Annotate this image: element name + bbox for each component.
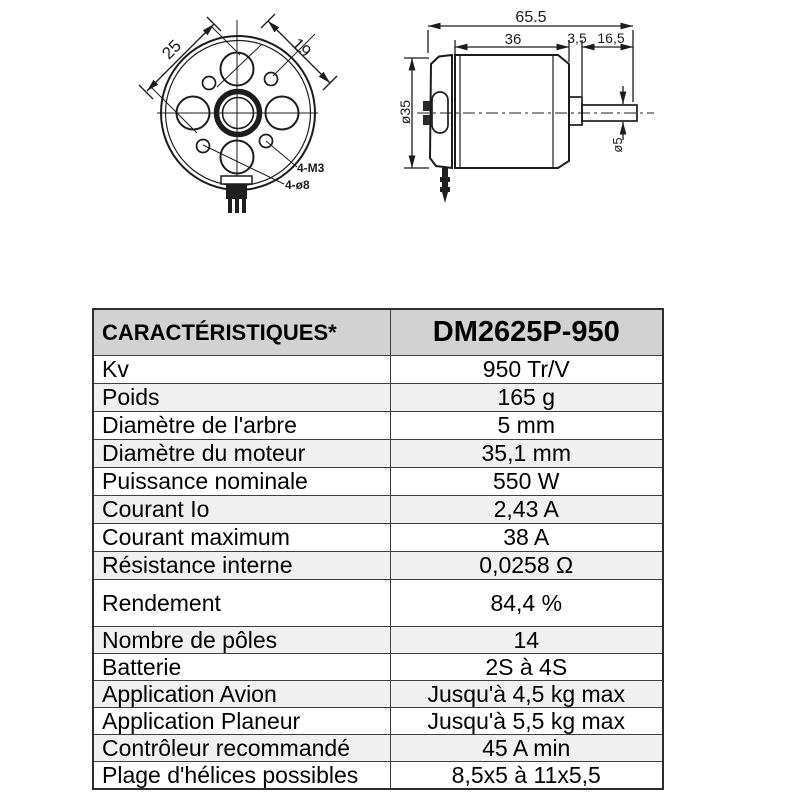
spec-row xyxy=(93,496,663,524)
spec-row xyxy=(93,580,663,627)
spec-row xyxy=(93,468,663,496)
side-plate-tab-bottom xyxy=(423,115,430,125)
spec-row xyxy=(93,440,663,468)
spec-label: Courant Io xyxy=(93,496,390,524)
spec-value: 0,0258 Ω xyxy=(390,552,663,580)
side-dim-shaft-dia-label: ø5 xyxy=(610,137,625,153)
side-body xyxy=(455,55,569,168)
front-m3-hole-sw xyxy=(197,140,210,153)
spec-label: Courant maximum xyxy=(93,524,390,552)
spec-value: 165 g xyxy=(390,384,663,412)
spec-row xyxy=(93,762,663,790)
spec-value: 84,4 % xyxy=(390,580,663,627)
spec-label: Contrôleur recommandé xyxy=(93,735,390,762)
spec-row xyxy=(93,708,663,735)
spec-label: Kv xyxy=(93,356,390,384)
spec-row xyxy=(93,654,663,681)
spec-row xyxy=(93,524,663,552)
spec-label: Plage d'hélices possibles xyxy=(93,762,390,790)
front-label-4-o8: 4-ø8 xyxy=(285,178,310,192)
spec-label: Diamètre du moteur xyxy=(93,440,390,468)
spec-label: Diamètre de l'arbre xyxy=(93,412,390,440)
side-plate-tab-top xyxy=(423,101,430,111)
side-dim-total-label: 65.5 xyxy=(515,9,547,26)
spec-label: Nombre de pôles xyxy=(93,627,390,654)
spec-label: Application Planeur xyxy=(93,708,390,735)
spec-value: 5 mm xyxy=(390,412,663,440)
front-dim-19-label: 19 xyxy=(287,34,315,62)
spec-row xyxy=(93,552,663,580)
spec-row xyxy=(93,735,663,762)
spec-row xyxy=(93,681,663,708)
spec-value: Jusqu'à 5,5 kg max xyxy=(390,708,663,735)
spec-label: Poids xyxy=(93,384,390,412)
spec-value: 950 Tr/V xyxy=(390,356,663,384)
spec-value: Jusqu'à 4,5 kg max xyxy=(390,681,663,708)
spec-value: 14 xyxy=(390,627,663,654)
spec-label: Rendement xyxy=(93,580,390,627)
spec-value: 8,5x5 à 11x5,5 xyxy=(390,762,663,790)
spec-header-row xyxy=(93,309,663,356)
spec-value: 2,43 A xyxy=(390,496,663,524)
spec-row xyxy=(93,412,663,440)
front-label-4-m3: 4-M3 xyxy=(297,161,325,175)
spec-table xyxy=(92,308,664,790)
spec-row xyxy=(93,627,663,654)
spec-label: Batterie xyxy=(93,654,390,681)
side-dim-body-dia-label: ø35 xyxy=(397,99,413,125)
side-dim-body-label: 36 xyxy=(504,31,522,48)
spec-label: Résistance interne xyxy=(93,552,390,580)
front-m3-hole-nw xyxy=(203,77,216,90)
motor-technical-drawing xyxy=(0,0,800,300)
motor-side-view xyxy=(404,26,654,203)
spec-row xyxy=(93,384,663,412)
spec-header-characteristics: CARACTÉRISTIQUES* xyxy=(93,309,390,356)
spec-header-model: DM2625P-950 xyxy=(390,309,663,356)
spec-value: 2S à 4S xyxy=(390,654,663,681)
spec-row xyxy=(93,356,663,384)
motor-connector xyxy=(221,176,252,213)
front-dim-25-label: 25 xyxy=(158,36,186,64)
side-dim-shaft-label: 16,5 xyxy=(597,30,625,46)
motor-wire xyxy=(440,168,450,203)
spec-value: 550 W xyxy=(390,468,663,496)
spec-table-body xyxy=(93,356,663,790)
side-collar xyxy=(569,97,582,125)
spec-value: 35,1 mm xyxy=(390,440,663,468)
spec-value: 45 A min xyxy=(390,735,663,762)
front-m3-hole-ne xyxy=(265,73,278,86)
spec-value: 38 A xyxy=(390,524,663,552)
spec-label: Puissance nominale xyxy=(93,468,390,496)
side-dim-step-label: 3,5 xyxy=(567,30,587,46)
spec-label: Application Avion xyxy=(93,681,390,708)
